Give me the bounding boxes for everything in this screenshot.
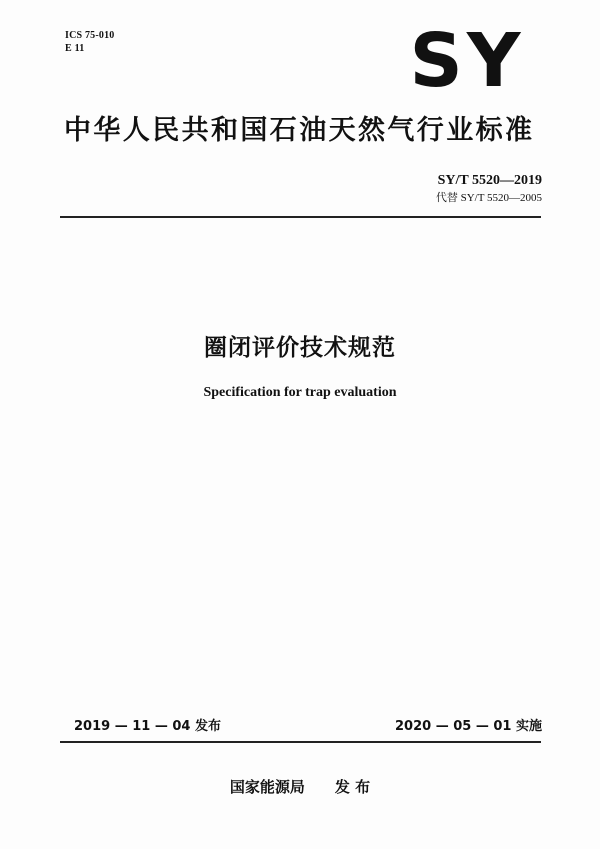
classification-codes <box>65 29 115 55</box>
title-chinese: 圈闭评价技术规范 <box>204 335 396 361</box>
issuer-line <box>0 777 600 797</box>
ics-code: ICS 75-010 <box>65 30 115 41</box>
organization-title: 中华人民共和国石油天然气行业标准 <box>64 115 535 146</box>
sy-logo-text: SY <box>409 24 525 94</box>
standard-number: SY/T 5520—2019 <box>437 173 542 188</box>
effective-date: 2020 — 05 — 01 实施 <box>395 719 542 734</box>
standard-number-block <box>436 172 542 206</box>
issuer-action: 发 布 <box>334 778 371 796</box>
replaces-standard: 代替 SY/T 5520—2005 <box>435 192 542 204</box>
sy-logo <box>397 24 537 94</box>
class-code: E 11 <box>65 43 85 54</box>
title-english: Specification for trap evaluation <box>203 385 397 400</box>
bottom-divider <box>60 741 541 743</box>
top-divider <box>60 216 541 218</box>
issue-date: 2019 — 11 — 04 发布 <box>74 719 221 734</box>
issuer-name: 国家能源局 <box>229 778 305 796</box>
